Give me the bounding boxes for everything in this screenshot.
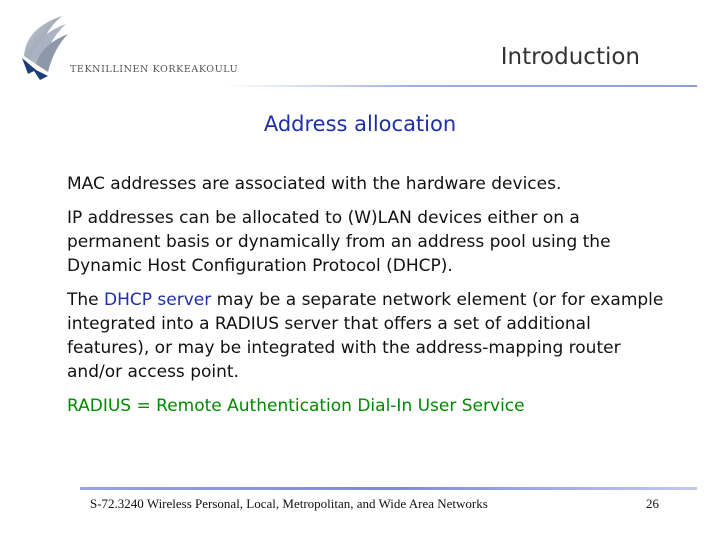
paragraph-ip: IP addresses can be allocated to (W)LAN devices either on a permanent basis or dynamically from an address pool using the Dynamic Host Configuration Protocol (DHCP). bbox=[67, 208, 611, 276]
page-number: 26 bbox=[646, 496, 659, 511]
paragraph-dhcp-rest: may be a separate network element (or for example integrated into a RADIUS server that offers a set of additional features), or may be integrated with the address-mapping router and/or access point. bbox=[67, 290, 664, 382]
radius-definition: RADIUS = Remote Authentication Dial-In User Service bbox=[67, 396, 525, 416]
slide-title: Address allocation bbox=[263, 112, 457, 136]
paragraph-dhcp-lead: The bbox=[67, 290, 105, 310]
slide-body bbox=[67, 172, 667, 428]
footer-divider bbox=[80, 487, 697, 490]
section-title: Introduction bbox=[500, 44, 640, 70]
paragraph-dhcp bbox=[67, 288, 667, 384]
logo-text: TEKNILLINEN KORKEAKOULU bbox=[70, 64, 239, 75]
university-logo bbox=[18, 12, 239, 82]
header-divider bbox=[224, 85, 697, 87]
dhcp-server-term: DHCP server bbox=[104, 290, 212, 310]
footer-course: S-72.3240 Wireless Personal, Local, Metropolitan, and Wide Area Networks bbox=[90, 496, 488, 511]
paragraph-mac: MAC addresses are associated with the hardware devices. bbox=[67, 174, 562, 194]
logo-emblem-icon bbox=[18, 12, 78, 82]
